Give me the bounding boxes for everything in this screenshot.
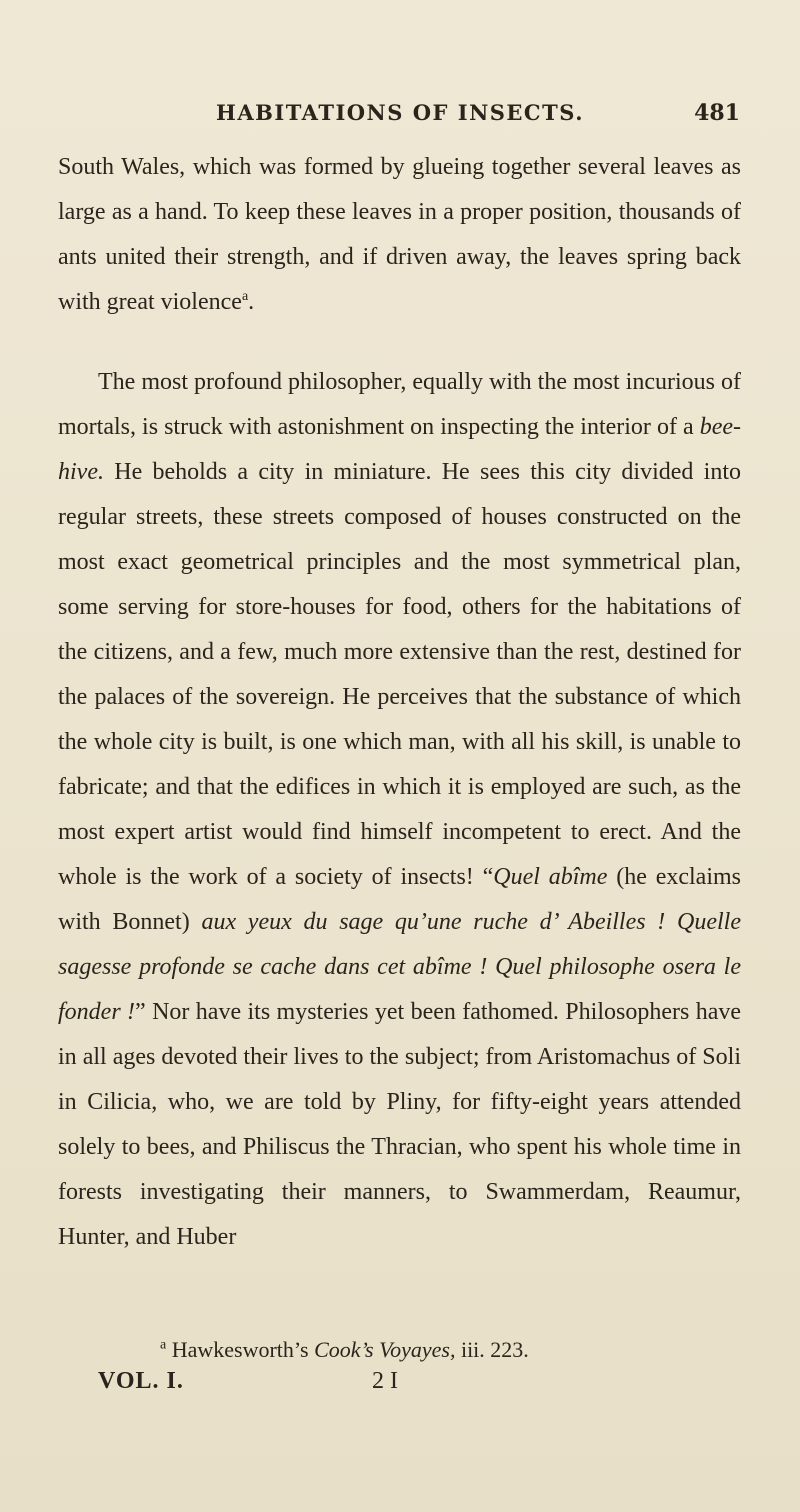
gathering-signature: 2 I bbox=[372, 1368, 398, 1394]
volume-signature: VOL. I. bbox=[98, 1368, 184, 1394]
paragraph-2-s3: He beholds a city in miniature. He sees this city divided into regular streets, these streets composed of houses constructed on the most exact geometrical principles and the most symmetrical plan, some serving for store-houses for food, others for the habitations of the citizens, and a few, much more extensive than the rest, destined for the palaces of the sovereign. He perceives that the substance of which the whole city is built, is one which man, with all his skill, is unable to fabricate; and that the edifices in which it is employed are such, as the most expert artist would find himself incompetent to erect. And the whole is the work of a society of insects! “ bbox=[58, 459, 741, 890]
footnote-mark: a bbox=[160, 1337, 167, 1353]
page-number: 481 bbox=[694, 100, 740, 126]
page-header bbox=[60, 100, 740, 140]
footnote-post: iii. 223. bbox=[455, 1337, 529, 1362]
footnote-pre: Hawkesworth’s bbox=[166, 1337, 315, 1362]
paragraph-2-s5: (he exclaims with Bonnet) bbox=[58, 864, 741, 935]
paragraph-2-s1: The most profound philosopher, equally with the most incurious of mortals, is struck with astonishment on inspecting the interior of a bbox=[58, 369, 741, 440]
paragraph-1 bbox=[58, 145, 741, 325]
paragraph-2 bbox=[58, 360, 741, 1260]
paragraph-1-end: . bbox=[248, 289, 255, 315]
footnote bbox=[160, 1335, 760, 1365]
running-head: HABITATIONS OF INSECTS. bbox=[215, 100, 585, 125]
paragraph-2-s7: ” Nor have its mysteries yet been fathomed. Philosophers have in all ages devoted their lives to the subject; from Aristomachus of Soli in Cilicia, who, we are told by Pliny, for fifty-eight years attended solely to bees, and Philiscus the Thracian, who spent his whole time in forests investigating their manners, to Swammerdam, Reaumur, Hunter, and Huber bbox=[58, 999, 741, 1250]
footnote-reference: a bbox=[241, 289, 249, 304]
paragraph-1-text: South Wales, which was formed by glueing together several leaves as large as a hand. To keep these leaves in a proper position, thousands of ants united their strength, and if driven away, the leaves spring back with great violence bbox=[58, 154, 741, 315]
paragraph-2-italic-3: aux yeux du sage qu’une ruche d’ Abeilles ! Quelle sagesse profonde se cache dans cet abîme ! Quel philosophe osera le fonder ! bbox=[58, 909, 741, 1025]
paragraph-2-italic-1: bee-hive. bbox=[58, 414, 741, 485]
footnote-title: Cook’s Voyayes, bbox=[314, 1337, 456, 1362]
paragraph-2-italic-2: Quel abîme bbox=[493, 864, 608, 890]
body-text bbox=[58, 145, 741, 1260]
